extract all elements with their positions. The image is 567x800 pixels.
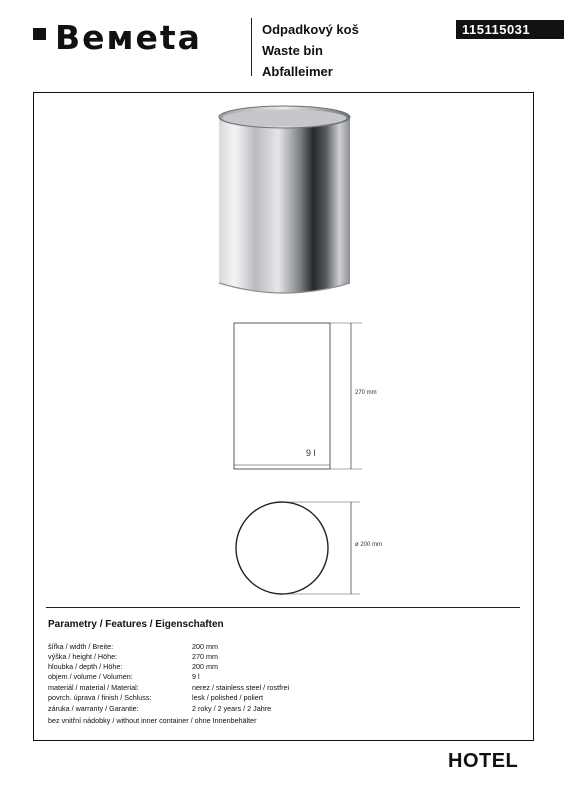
param-row-material: [48, 683, 289, 693]
param-label: výška / height / Höhe:: [48, 652, 118, 661]
volume-label: 9 l: [306, 448, 316, 458]
param-value: 2 roky / 2 years / 2 Jahre: [192, 704, 272, 713]
param-label: šířka / width / Breite:: [48, 642, 114, 651]
param-value: lesk / polished / poliert: [192, 693, 264, 702]
product-title-cz: Odpadkový koš: [262, 22, 359, 37]
header-divider: [251, 18, 252, 76]
param-label: materiál / material / Material:: [48, 683, 139, 692]
param-row-finish: [48, 693, 263, 703]
product-image: [217, 103, 352, 299]
param-label: hloubka / depth / Höhe:: [48, 662, 123, 671]
param-label: záruka / warranty / Garantie:: [48, 704, 139, 713]
brand-name: Beмeta: [55, 18, 202, 57]
param-value: 200 mm: [192, 642, 218, 651]
product-title-en: Waste bin: [262, 43, 323, 58]
height-dimension: [330, 323, 362, 469]
height-label: 270 mm: [355, 390, 377, 396]
diameter-dimension: [282, 502, 360, 594]
technical-drawing: [180, 318, 420, 598]
category-label: HOTEL: [448, 750, 519, 772]
side-view: [234, 323, 330, 469]
param-label: povrch. úprava / finish / Schluss:: [48, 693, 152, 702]
params-separator: [46, 607, 520, 608]
diameter-label: ø 200 mm: [355, 542, 383, 548]
param-value: nerez / stainless steel / rostfrei: [192, 683, 290, 692]
brand-logo: [33, 18, 228, 57]
param-value: 270 mm: [192, 652, 218, 661]
param-value: 9 l: [192, 672, 200, 681]
product-title-de: Abfalleimer: [262, 64, 333, 79]
param-label: objem / volume / Volumen:: [48, 672, 133, 681]
params-title: Parametry / Features / Eigenschaften: [48, 619, 224, 630]
param-row-depth: [48, 662, 218, 672]
param-row-width: [48, 642, 218, 652]
product-code: 115115031: [456, 20, 564, 39]
top-view: [236, 502, 328, 594]
param-row-height: [48, 652, 218, 662]
param-value: 200 mm: [192, 662, 218, 671]
param-row-warranty: [48, 704, 271, 714]
logo-mark: [33, 28, 46, 40]
params-note: bez vnitřní nádobky / without inner container / ohne Innenbehälter: [48, 716, 257, 725]
param-row-volume: [48, 672, 200, 682]
